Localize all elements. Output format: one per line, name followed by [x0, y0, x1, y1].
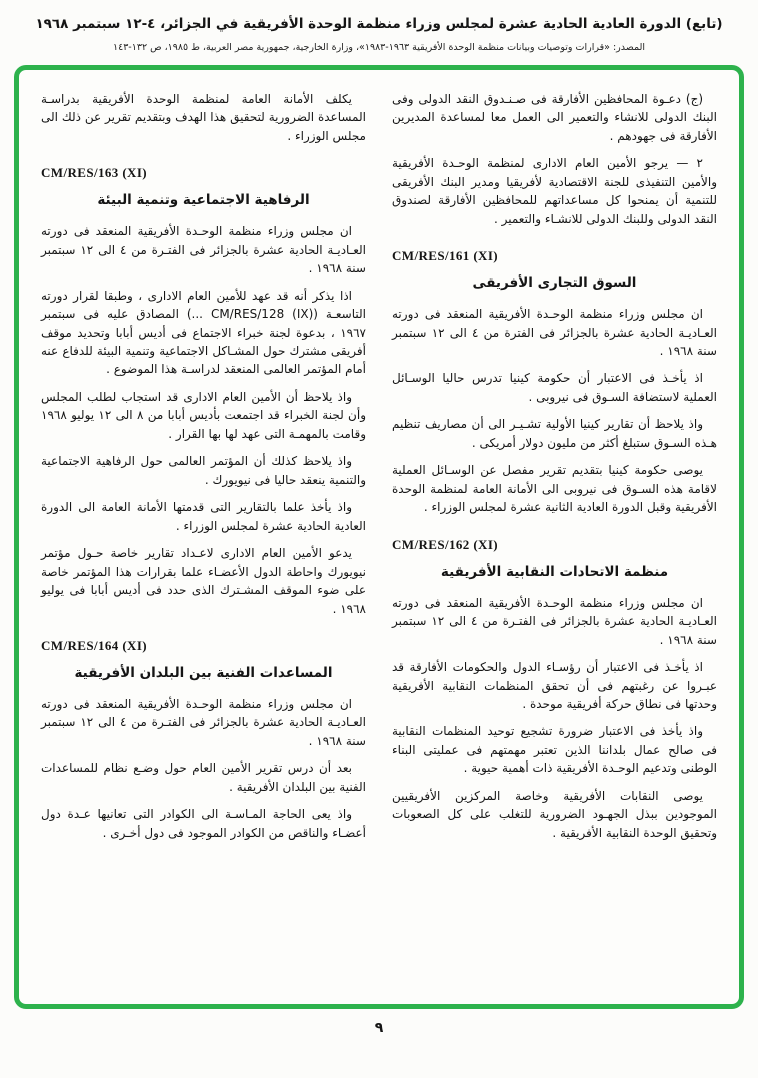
resolution-number: CM/RES/162 (XI) — [392, 536, 499, 552]
document-title: (تابع) الدورة العادية الحادية عشرة لمجلس وزراء منظمة الوحدة الأفريقية في الجزائر، ٤-١٢ سبتمبر ١٩٦٨ — [35, 16, 723, 32]
section-heading: المساعدات الفنية بين البلدان الأفريقية — [74, 665, 333, 682]
column-right — [392, 90, 717, 994]
paragraph: ان مجلس وزراء منظمة الوحـدة الأفريقية المنعقد فى دورته العـاديـة الحادية عشرة بالجزائر فى الفتـرة من ٤ الى ١٢ سبتمبر سنة ١٩٦٨ . — [392, 595, 718, 647]
paragraph: يوصى النقابات الأفريقية وخاصة المركزين الأفريقيين الموجودين ببذل الجهـود الضرورية للتغلب على كل الصعوبات وتحقيق الوحدة النقابية الأفريقية . — [392, 788, 717, 840]
resolution-number: CM/RES/164 (XI) — [41, 638, 148, 654]
page-footer — [0, 1017, 758, 1036]
section-heading: الرفاهية الاجتماعية وتنمية البيئة — [97, 192, 310, 209]
section-heading: منظمة الاتحادات النقابية الأفريقية — [440, 563, 669, 580]
paragraph: واذ يأخذ علما بالتقارير التى قدمتها الأمانة العامة الى الدورة العادية الحادية عشرة لمجلس الوزراء . — [41, 500, 366, 533]
source-line: المصدر: «قرارات وتوصيات وبيانات منظمة الوحدة الأفريقية ١٩٦٣-١٩٨٣»، وزارة الخارجية، جمهورية مصر العربية، ط ١٩٨٥، ص ١٣٢-١٤٣ — [112, 41, 645, 53]
paragraph: ان مجلس وزراء منظمة الوحـدة الأفريقية المنعقد فى دورته العـاديـة الحادية عشرة بالجزائر فى الفتـرة من ٤ الى ١٢ سبتمبر سنة ١٩٦٨ . — [41, 696, 367, 748]
page-header — [0, 0, 758, 53]
paragraph: اذ يأخـذ فى الاعتبار أن رؤسـاء الدول والحكومات الأفارقة قد عبـروا عن رغبتهم فى أن تحقق المنظمات النقابية الأفريقية وحدتها فى نطاق حركة أفريقية موحدة . — [392, 660, 717, 711]
paragraph: واذ يلاحظ كذلك أن المؤتمر العالمى حول الرفاهية الاجتماعية والتنمية ينعقد حاليا فى نيويورك . — [41, 454, 366, 487]
paragraph: واذ يأخذ فى الاعتبار ضرورة تشجيع توحيد المنظمات النقابية فى صالح عمال بلداننا الذين تعتبر مهمتهم فى عمليتى البناء الوطنى وتدعيم الوحـدة الأفريقية ذات أهمية حيوية . — [392, 724, 717, 776]
paragraph: اذا يذكر أنه قد عهد للأمين العام الادارى ، وطبقا لقرار دورته التاسعـة (CM/RES/128 (IX) ...) المصادق عليه فى سبتمبر ١٩٦٧ ، بدعوة لجنة خبراء الاجتماع فى أديس أبابا وتحديد موقف أفريقى مشترك حول المشـاكل الاجتماعية وتنمية البيئة للدفاع عنه أمام المؤتمر العالمى المنعقد لدراسـة هذا الموضوع . — [41, 288, 366, 377]
page-number: ٩ — [374, 1019, 384, 1036]
resolution-number: CM/RES/163 (XI) — [41, 165, 148, 181]
resolution-number: CM/RES/161 (XI) — [392, 248, 499, 264]
paragraph: واذ يعى الحاجة المـاسـة الى الكوادر التى تعانيها عـدة دول أعضـاء والناقص من الكوادر الموجود فى دول أخـرى . — [41, 807, 366, 840]
two-column-layout — [41, 90, 717, 994]
paragraph: يدعو الأمين العام الادارى لاعـداد تقارير خاصة حـول مؤتمر نيويورك واحاطة الدول الأعضـاء علما بقرارات هذا المؤتمر خاصة على ضوء الموقف المشـترك الذى حدد فى أديس أبابا فى يوليو ١٩٦٨ . — [41, 546, 366, 616]
section-heading: السوق التجارى الأفريقى — [472, 275, 637, 292]
paragraph: (ج) دعـوة المحافظين الأفارقة فى صـنـدوق النقد الدولى وفى البنك الدولى للانشاء والتعمير الى العمل معا لمساعدة المديرين الأفارقة فى جهودهم . — [392, 91, 717, 143]
paragraph: ٢ — يرجو الأمين العام الادارى لمنظمة الوحـدة الأفريقية والأمين التنفيذى للجنة الاقتصادية لأفريقيا ومدير البنك الأفريقى للتنمية أن يمنحوا كل مساعداتهم للمحافظين الأفارقة لصندوق النقد الدولى وللبنك الدولى للانشـاء والتعمير . — [392, 156, 717, 226]
paragraph: بعد أن درس تقرير الأمين العام حول وضـع نظام للمساعدات الفنية بين البلدان الأفريقية . — [41, 761, 366, 794]
paragraph: واذ يلاحظ أن الأمين العام الادارى قد استجاب لطلب المجلس وأن لجنة الخبراء قد اجتمعت بأديس أبابا من ٨ الى ١٢ يوليو ١٩٦٨ وقامت بالمهمـة التى عهد لها بها القرار . — [41, 389, 367, 441]
content-frame — [14, 65, 744, 1009]
paragraph: ان مجلس وزراء منظمة الوحـدة الأفريقية المنعقد فى دورته العـاديـة الحادية عشرة بالجزائر فى الفترة من ٤ الى ١٢ سبتمبر سنة ١٩٦٨ . — [392, 307, 717, 358]
paragraph: واذ يلاحظ أن تقارير كينيا الأولية تشـيـر الى أن مصاريف تنظيم هـذه السـوق ستبلغ أكثر من مليون دولار أمريكى . — [392, 417, 717, 450]
paragraph: يكلف الأمانة العامة لمنظمة الوحدة الأفريقية بدراسـة المساعدة الضرورية لتحقيق هذا الهدف وبتقديم تقرير عن ذلك الى مجلس الوزراء . — [41, 91, 366, 143]
column-left — [41, 90, 366, 994]
paragraph: اذ يأخـذ فى الاعتبار أن حكومة كينيا تدرس حاليا الوسـائل العملية لاستضافة السـوق فى نيروبى . — [392, 371, 717, 404]
paragraph: يوصى حكومة كينيا بتقديم تقرير مفصل عن الوسـائل العملية لاقامة هذه السـوق فى نيروبى الى الأمانة العامة لمنظمة الوحدة الأفريقية وقبل الدورة العادية الثانية عشرة لمجلس الوزراء . — [392, 463, 717, 515]
paragraph: ان مجلس وزراء منظمة الوحـدة الأفريقية المنعقد فى دورته العـاديـة الحادية عشرة بالجزائر فى الفتـرة من ٤ الى ١٢ سبتمبر سنة ١٩٦٨ . — [41, 224, 367, 276]
